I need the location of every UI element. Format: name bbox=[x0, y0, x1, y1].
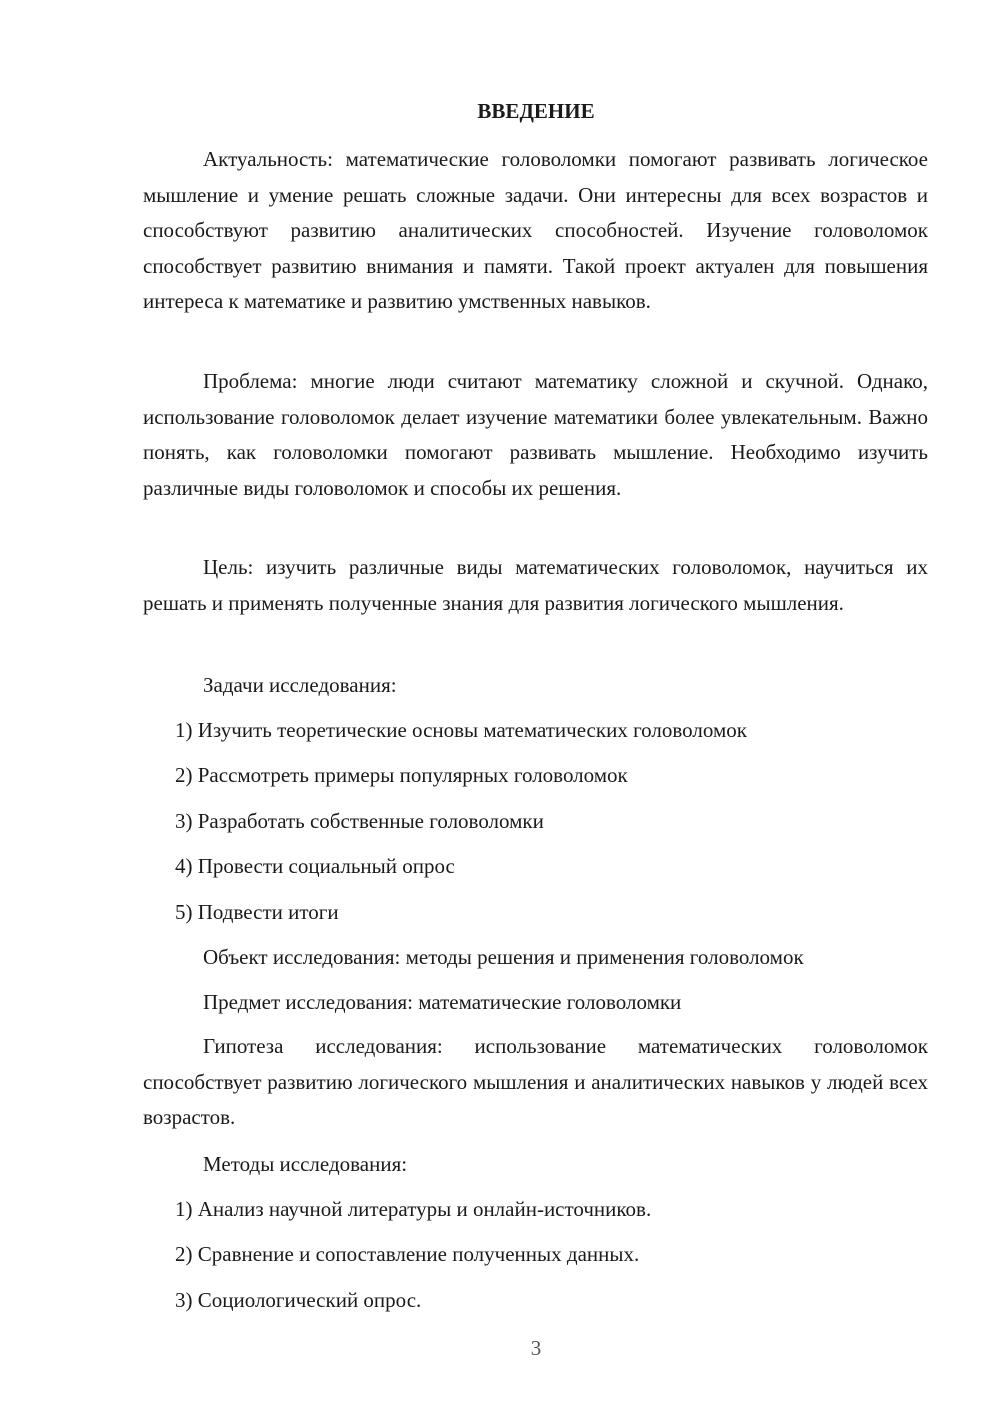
goal-paragraph: Цель: изучить различные виды математических головоломок, научиться их решать и применять полученные знания для развития логического мышления. bbox=[143, 555, 928, 615]
task-item: 1) Изучить теоретические основы математических головоломок bbox=[175, 718, 747, 742]
task-item: 5) Подвести итоги bbox=[175, 900, 339, 924]
task-item: 4) Провести социальный опрос bbox=[175, 854, 455, 878]
problem-paragraph: Проблема: многие люди считают математику сложной и скучной. Однако, использование головоломок делает изучение математики более увлекательным. Важно понять, как головоломки помогают развивать мышление. Необходимо изучить различные виды головоломок и способы их решения. bbox=[143, 369, 928, 500]
task-item: 3) Разработать собственные головоломки bbox=[175, 809, 544, 833]
method-item: 3) Социологический опрос. bbox=[175, 1288, 422, 1312]
relevance-paragraph: Актуальность: математические головоломки помогают развивать логическое мышление и умение решать сложные задачи. Они интересны для всех возрастов и способствуют развитию аналитических способностей. Изучение головоломок способствует развитию внимания и памяти. Такой проект актуален для повышения интереса к математике и развитию умственных навыков. bbox=[143, 147, 928, 313]
tasks-heading: Задачи исследования: bbox=[203, 673, 397, 697]
method-item: 2) Сравнение и сопоставление полученных данных. bbox=[175, 1242, 640, 1266]
method-item: 1) Анализ научной литературы и онлайн-источников. bbox=[175, 1197, 652, 1221]
task-item: 2) Рассмотреть примеры популярных головоломок bbox=[175, 763, 628, 787]
methods-heading: Методы исследования: bbox=[203, 1152, 408, 1176]
page-number: 3 bbox=[530, 1336, 542, 1360]
hypothesis-paragraph: Гипотеза исследования: использование математических головоломок способствует развитию логического мышления и аналитических навыков у людей всех возрастов. bbox=[143, 1034, 928, 1129]
research-object: Объект исследования: методы решения и применения головоломок bbox=[203, 945, 804, 969]
research-subject: Предмет исследования: математические головоломки bbox=[203, 990, 682, 1014]
page-title: ВВЕДЕНИЕ bbox=[477, 99, 595, 123]
